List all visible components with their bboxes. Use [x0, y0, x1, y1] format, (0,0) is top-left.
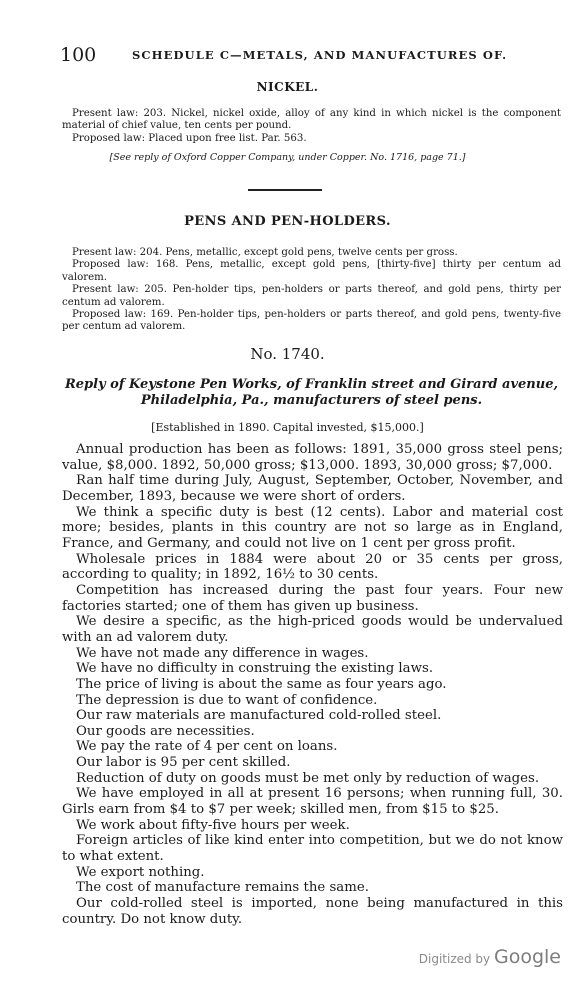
nickel-proposed-law: Proposed law: Placed upon free list. Par. 563. [72, 132, 307, 144]
production-paragraph: Annual production has been as follows: 1891, 35,000 gross steel pens; value, $8,000. 1892, 50,000 gross; $13,000. 1893, 30,000 gross; $7,000. [62, 442, 563, 473]
nickel-law-text [62, 108, 561, 145]
cost-paragraph: The cost of manufacture remains the same. [76, 880, 369, 896]
laws-paragraph: We have no difficulty in construing the existing laws. [76, 661, 434, 677]
pens-proposed-law-169: Proposed law: 169. Pen-holder tips, pen-holders or parts thereof, and gold pens, twenty-five per centum ad valorem. [62, 309, 561, 333]
competition-paragraph: Competition has increased during the past four years. Four new factories started; one of them has given up business. [62, 582, 563, 614]
pens-section-title: PENS AND PEN-HOLDERS. [184, 214, 391, 229]
nickel-section-title: NICKEL. [256, 80, 319, 94]
reply-title: Reply of Keystone Pen Works, of Franklin street and Girard avenue, Philadelphia, Pa., manufacturers of steel pens. [64, 377, 558, 408]
digitized-watermark [419, 946, 561, 968]
reply-number: No. 1740. [250, 345, 325, 363]
pens-law-text [62, 247, 561, 334]
page-number: 100 [60, 44, 97, 66]
duty-reduction-paragraph: Reduction of duty on goods must be met only by reduction of wages. [76, 770, 540, 786]
specific-duty-paragraph: We think a specific duty is best (12 cents). Labor and material cost more; besides, plants in this country are not so large as in England, France, and Germany, and could not live on 1 cent per gross profit. [62, 504, 563, 551]
page-header [60, 44, 535, 66]
watermark-prefix: Digitized by [418, 952, 491, 966]
labor-skill-paragraph: Our labor is 95 per cent skilled. [76, 755, 291, 771]
employment-paragraph: We have employed in all at present 16 persons; when running full, 30. Girls earn from $4 to $7 per week; skilled men, from $15 to $25. [62, 786, 563, 818]
steel-import-paragraph: Our cold-rolled steel is imported, none being manufactured in this country. Do not know duty. [62, 896, 563, 927]
nickel-reference: [See reply of Oxford Copper Company, under Copper. No. 1716, page 71.] [109, 152, 466, 163]
section-divider [248, 189, 322, 191]
established-note: [Established in 1890. Capital invested, $15,000.] [151, 421, 424, 434]
pens-present-law-205: Present law: 205. Pen-holder tips, pen-holders or parts thereof, and gold pens, thirty per centum ad valorem. [62, 284, 561, 308]
google-logo: Google [493, 946, 561, 968]
raw-materials-paragraph: Our raw materials are manufactured cold-rolled steel. [76, 708, 442, 724]
depression-paragraph: The depression is due to want of confidence. [76, 692, 378, 708]
necessities-paragraph: Our goods are necessities. [76, 723, 255, 739]
specific-desire-paragraph: We desire a specific, as the high-priced goods would be undervalued with an ad valorem duty. [62, 614, 563, 645]
export-paragraph: We export nothing. [76, 864, 205, 880]
half-time-paragraph: Ran half time during July, August, September, October, November, and December, 1893, because we were short of orders. [62, 473, 563, 504]
living-price-paragraph: The price of living is about the same as four years ago. [76, 676, 447, 692]
pens-proposed-law-168: Proposed law: 168. Pens, metallic, except gold pens, [thirty-five] thirty per centum ad valorem. [62, 259, 561, 283]
wages-paragraph: We have not made any difference in wages. [76, 645, 369, 661]
foreign-articles-paragraph: Foreign articles of like kind enter into competition, but we do not know to what extent. [62, 833, 563, 865]
loans-paragraph: We pay the rate of 4 per cent on loans. [76, 739, 338, 755]
hours-paragraph: We work about fifty-five hours per week. [76, 817, 350, 833]
running-title: SCHEDULE C—METALS, AND MANUFACTURES OF. [132, 48, 508, 62]
nickel-present-law: Present law: 203. Nickel, nickel oxide, alloy of any kind in which nickel is the component material of chief value, ten cents per pound. [62, 108, 561, 132]
reply-body [62, 442, 563, 927]
pens-present-law-204: Present law: 204. Pens, metallic, except gold pens, twelve cents per gross. [72, 247, 458, 258]
wholesale-prices-paragraph: Wholesale prices in 1884 were about 20 or 35 cents per gross, according to quality; in 1892, 16½ to 30 cents. [62, 551, 563, 583]
